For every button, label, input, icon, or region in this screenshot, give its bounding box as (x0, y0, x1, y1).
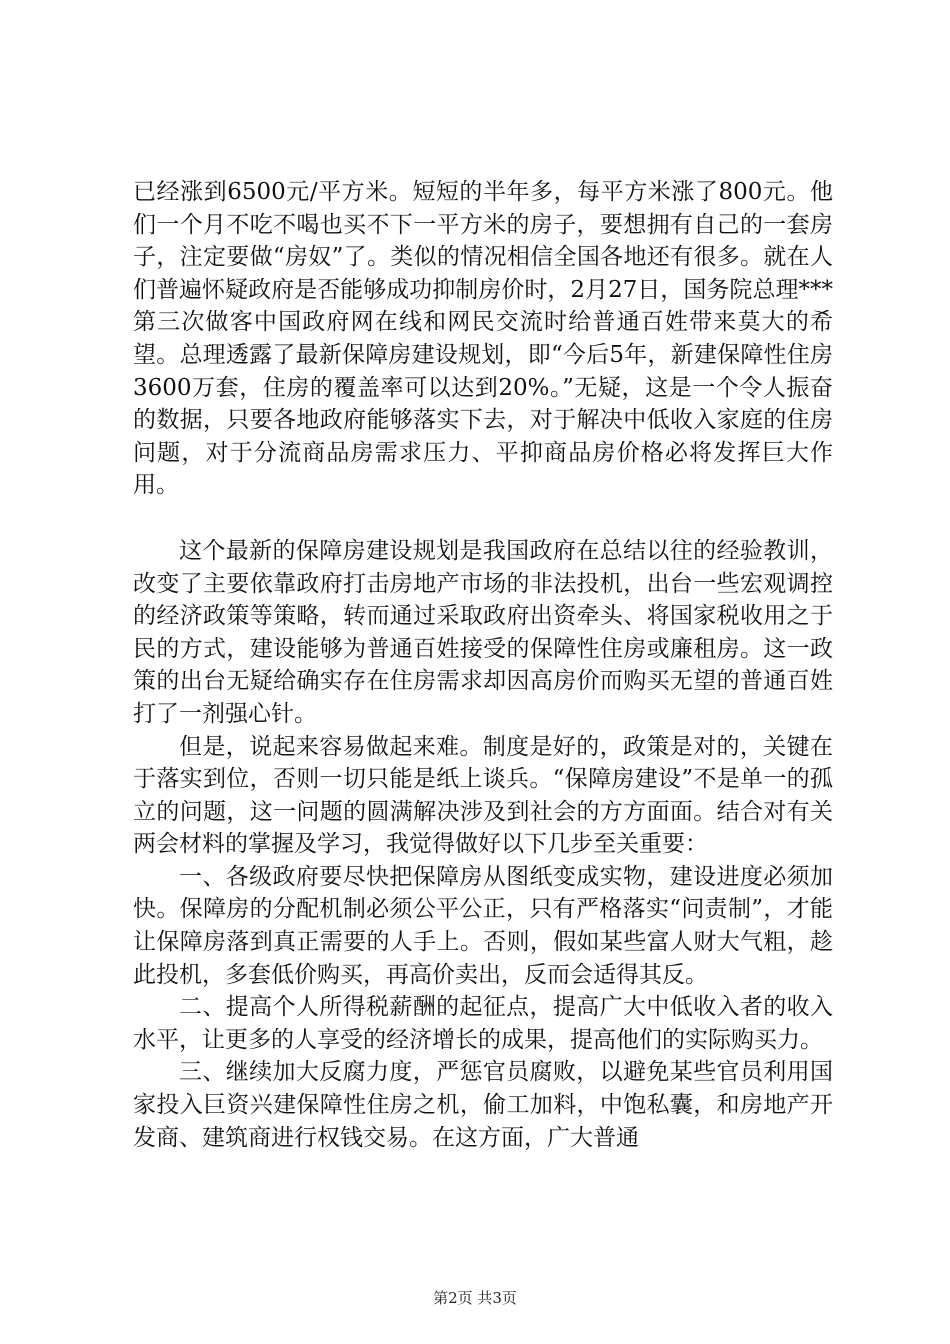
page-footer: 第2页 共3页 (433, 1289, 517, 1307)
paragraph-3: 但是，说起来容易做起来难。制度是好的，政策是对的，关键在于落实到位，否则一切只能是纸上谈兵。“保障房建设”不是单一的孤立的问题，这一问题的圆满解决涉及到社会的方方面面。结合对有关两会材料的掌握及学习，我觉得做好以下几步至关重要： (133, 733, 833, 858)
paragraph-2: 这个最新的保障房建设规划是我国政府在总结以往的经验教训，改变了主要依靠政府打击房地产市场的非法投机，出台一些宏观调控的经济政策等策略，转而通过采取政府出资牵头、将国家税收用之于民的方式，建设能够为普通百姓接受的保障性住房或廉租房。这一政策的出台无疑给确实存在住房需求却因高房价而购买无望的普通百姓打了一剂强心针。 (133, 537, 833, 727)
paragraph-6: 三、继续加大反腐力度，严惩官员腐败，以避免某些官员利用国家投入巨资兴建保障性住房之机，偷工加料，中饱私囊，和房地产开发商、建筑商进行权钱交易。在这方面，广大普通 (133, 1059, 833, 1151)
document-body (133, 176, 833, 1154)
paragraph-4: 一、各级政府要尽快把保障房从图纸变成实物，建设进度必须加快。保障房的分配机制必须公平公正，只有严格落实“问责制”，才能让保障房落到真正需要的人手上。否则，假如某些富人财大气粗，趁此投机，多套低价购买，再高价卖出，反而会适得其反。 (133, 863, 833, 988)
paragraph-1: 已经涨到6500元/平方米。短短的半年多，每平方米涨了800元。他们一个月不吃不喝也买不下一平方米的房子，要想拥有自己的一套房子，注定要做“房奴”了。类似的情况相信全国各地还有很多。就在人们普遍怀疑政府是否能够成功抑制房价时，2月27日，国务院总理***第三次做客中国政府网在线和网民交流时给普通百姓带来莫大的希望。总理透露了最新保障房建设规划，即“今后5年，新建保障性住房3600万套，住房的覆盖率可以达到20%。”无疑，这是一个令人振奋的数据，只要各地政府能够落实下去，对于解决中低收入家庭的住房问题，对于分流商品房需求压力、平抑商品房价格必将发挥巨大作用。 (133, 179, 833, 499)
paragraph-5: 二、提高个人所得税薪酬的起征点，提高广大中低收入者的收入水平，让更多的人享受的经济增长的成果，提高他们的实际购买力。 (133, 994, 833, 1053)
